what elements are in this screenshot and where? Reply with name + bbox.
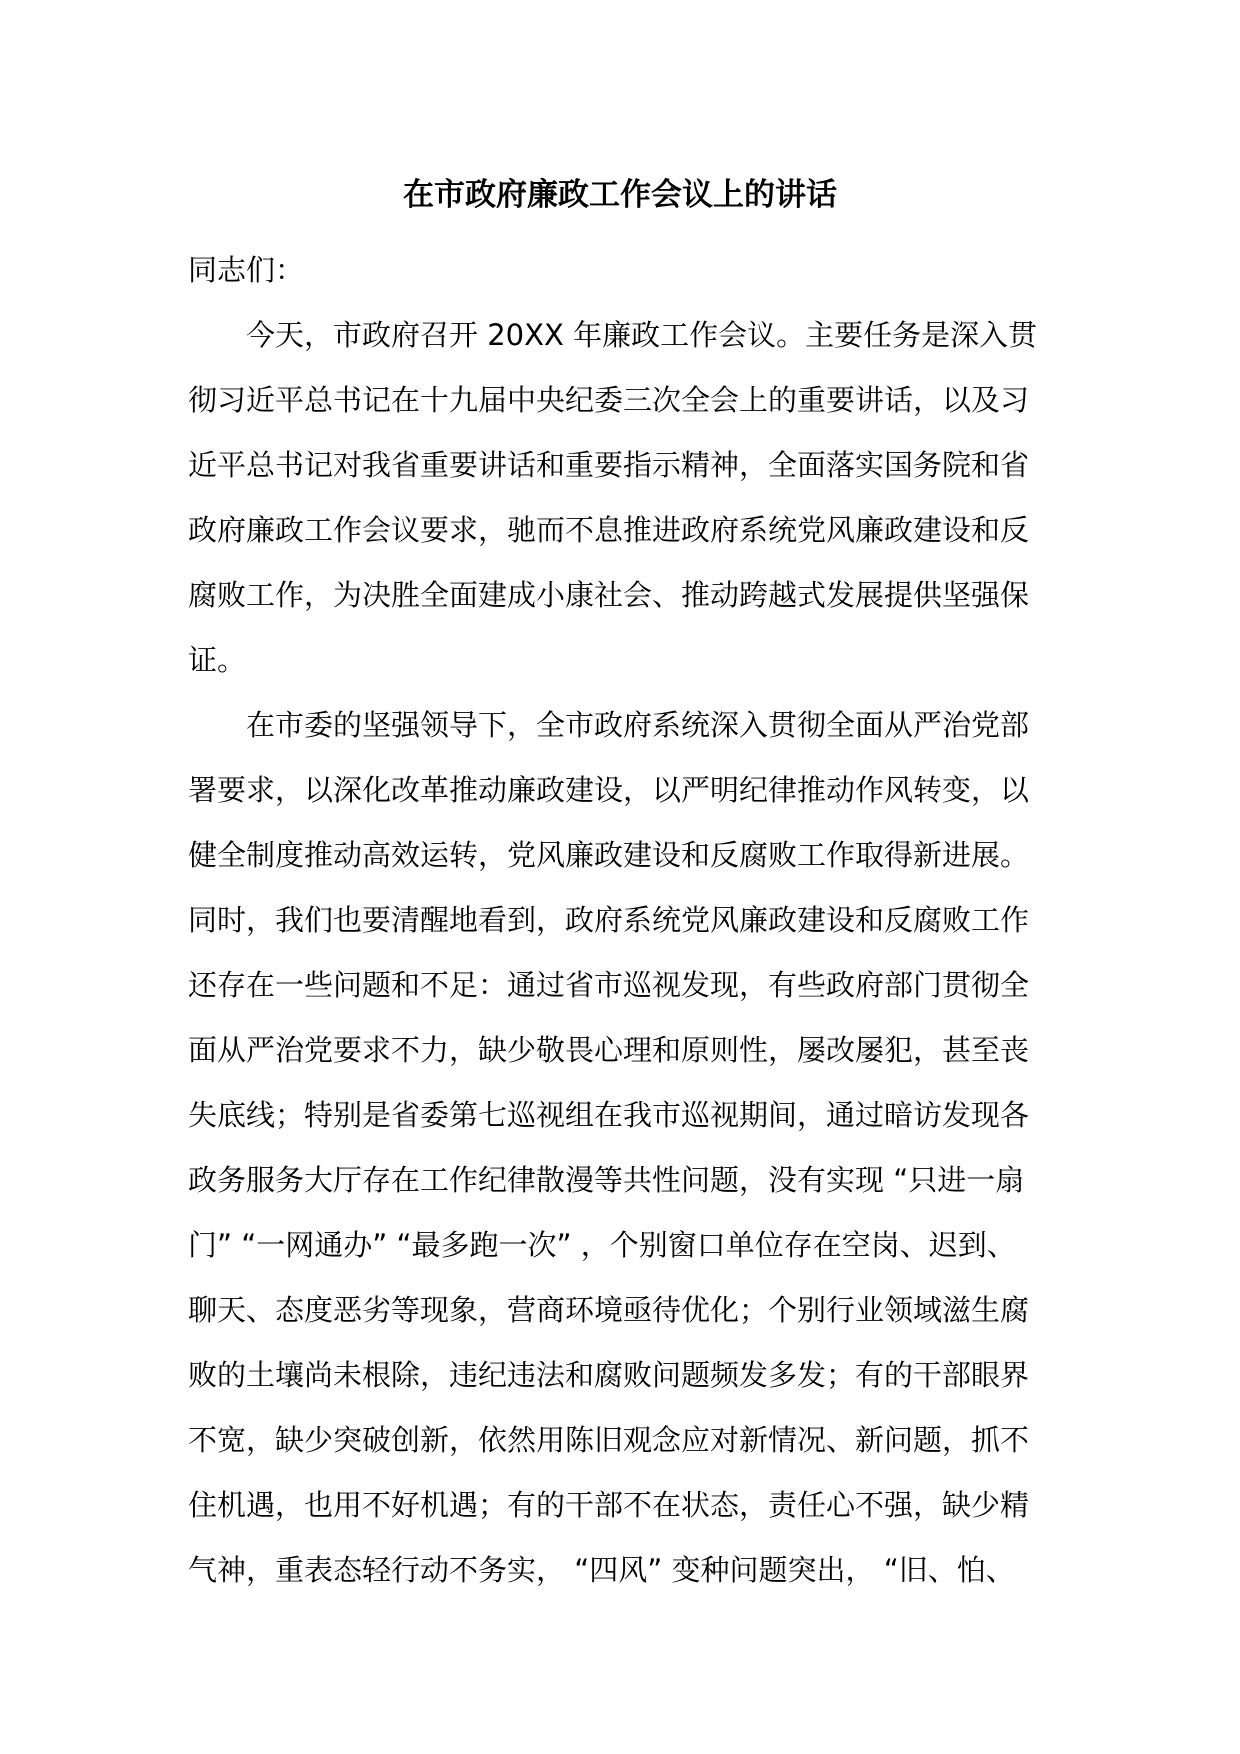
salutation: 同志们：: [188, 253, 305, 287]
paragraph-line: 证。: [188, 643, 247, 677]
paragraph-line: 政务服务大厅存在工作纪律散漫等共性问题，没有实现 “只进一扇: [188, 1163, 1025, 1197]
paragraph-line: 面从严治党要求不力，缺少敬畏心理和原则性，屡改屡犯，甚至丧: [188, 1033, 1030, 1067]
paragraph-line: 健全制度推动高效运转，党风廉政建设和反腐败工作取得新进展。: [188, 838, 1030, 872]
document-body: [188, 238, 1068, 1603]
paragraph-line: 败的土壤尚未根除，违纪违法和腐败问题频发多发；有的干部眼界: [188, 1358, 1030, 1392]
paragraph-line: 不宽，缺少突破创新，依然用陈旧观念应对新情况、新问题，抓不: [188, 1423, 1030, 1457]
paragraph-line: 署要求，以深化改革推动廉政建设，以严明纪律推动作风转变，以: [188, 773, 1030, 807]
paragraph-line: 近平总书记对我省重要讲话和重要指示精神，全面落实国务院和省: [188, 448, 1030, 482]
paragraph-line: 失底线；特别是省委第七巡视组在我市巡视期间，通过暗访发现各: [188, 1098, 1030, 1132]
paragraph-line: 腐败工作，为决胜全面建成小康社会、推动跨越式发展提供坚强保: [188, 578, 1030, 612]
paragraph-line: 气神，重表态轻行动不务实， “四风” 变种问题突出， “旧、怕、: [188, 1553, 1015, 1587]
paragraph-line: 同时，我们也要清醒地看到，政府系统党风廉政建设和反腐败工作: [188, 903, 1030, 937]
document-title: 在市政府廉政工作会议上的讲话: [403, 177, 837, 213]
paragraph-line: 政府廉政工作会议要求，驰而不息推进政府系统党风廉政建设和反: [188, 513, 1030, 547]
paragraph-line: 今天，市政府召开 20XX 年廉政工作会议。主要任务是深入贯: [246, 318, 1038, 352]
paragraph-line: 聊天、态度恶劣等现象，营商环境亟待优化；个别行业领域滋生腐: [188, 1293, 1030, 1327]
paragraph-line: 在市委的坚强领导下，全市政府系统深入贯彻全面从严治党部: [246, 708, 1030, 742]
paragraph-line: 门” “一网通办” “最多跑一次” ，个别窗口单位存在空岗、迟到、: [188, 1228, 1016, 1262]
paragraph-line: 彻习近平总书记在十九届中央纪委三次全会上的重要讲话，以及习: [188, 383, 1030, 417]
paragraph-line: 住机遇，也用不好机遇；有的干部不在状态，责任心不强，缺少精: [188, 1488, 1030, 1522]
paragraph-line: 还存在一些问题和不足：通过省市巡视发现，有些政府部门贯彻全: [188, 968, 1030, 1002]
